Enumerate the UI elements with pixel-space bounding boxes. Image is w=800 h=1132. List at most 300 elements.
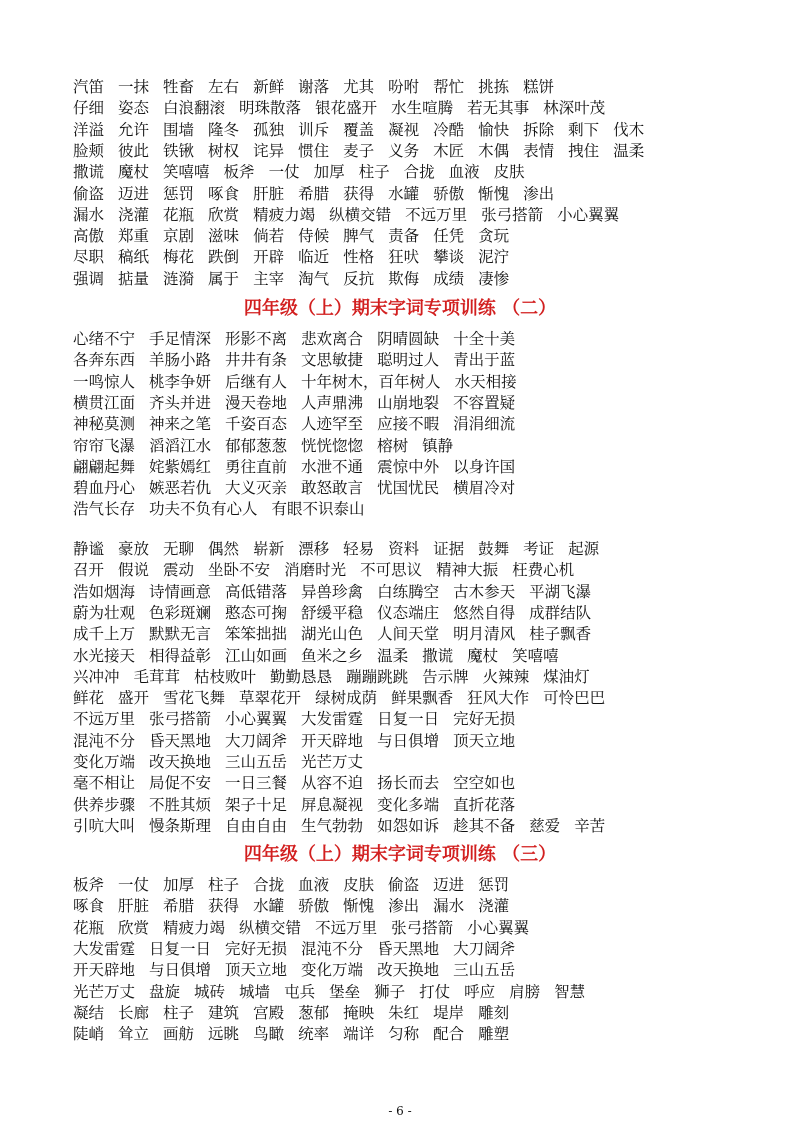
- vocab-word: 啄食: [73, 897, 105, 916]
- vocab-word: 温柔: [613, 141, 645, 160]
- vocab-word: 假说: [118, 561, 150, 580]
- section3-line: [73, 666, 760, 688]
- vocab-word: 默默无言: [149, 625, 212, 644]
- vocab-word: 悲欢离合: [301, 330, 364, 348]
- vocab-word: 攀谈: [433, 248, 465, 267]
- vocab-word: 训斥: [298, 120, 330, 139]
- vocab-word: 改天换地: [149, 753, 212, 771]
- section1-line: [73, 119, 760, 141]
- vocab-word: 诧异: [253, 141, 285, 160]
- vocab-word: 镇静: [422, 436, 454, 455]
- section4-line: [73, 895, 760, 917]
- vocab-word: 羊肠小路: [149, 351, 212, 370]
- vocab-word: 水光接天: [73, 646, 136, 665]
- vocab-word: 希腊: [163, 897, 195, 916]
- vocab-word: 迈进: [433, 876, 465, 894]
- vocab-word: 皮肤: [343, 876, 375, 894]
- vocab-word: 蔚为壮观: [73, 603, 136, 622]
- vocab-word: 辛苦: [574, 816, 606, 835]
- vocab-word: 榕树: [377, 436, 409, 455]
- vocab-word: 井井有条: [225, 351, 288, 370]
- vocab-word: 汽笛: [73, 78, 105, 96]
- vocab-word: 雕刻: [478, 1003, 510, 1022]
- section2-line: [73, 349, 760, 371]
- vocab-word: 跌倒: [208, 248, 240, 267]
- vocab-word: 完好无损: [453, 710, 516, 729]
- vocab-word: 白练腾空: [377, 582, 440, 601]
- vocab-word: 盘旋: [149, 982, 181, 1001]
- vocab-word: 临近: [298, 248, 330, 267]
- vocab-word: 成群结队: [529, 603, 592, 622]
- vocab-word: 一鸣惊人: [73, 372, 136, 391]
- vocab-word: 张弓搭箭: [391, 918, 454, 937]
- vocab-word: 合拢: [253, 876, 285, 894]
- vocab-word: 仪态端庄: [377, 603, 440, 622]
- section3-line: [73, 559, 760, 581]
- section1-line: [73, 161, 760, 183]
- vocab-word: 糕饼: [523, 78, 555, 96]
- vocab-word: 鸟瞰: [253, 1025, 285, 1044]
- vocab-word: 啄食: [208, 184, 240, 203]
- vocab-word: 淘气: [298, 269, 330, 288]
- vocab-word: 引吭大叫: [73, 816, 136, 835]
- vocab-word: 心绪不宁: [73, 330, 136, 348]
- vocab-word: 花瓶: [73, 918, 105, 937]
- section3-line: [73, 815, 760, 837]
- section-heading-2: 四年级（上）期末字词专项训练 （二）: [243, 298, 557, 319]
- vocab-word: 偷盗: [73, 184, 105, 203]
- vocab-word: 平湖飞瀑: [529, 582, 592, 601]
- vocab-word: 起源: [568, 540, 600, 558]
- vocab-word: 雪花飞舞: [163, 689, 226, 708]
- vocab-word: 允许: [118, 120, 150, 139]
- vocab-word: 变化万端: [73, 753, 136, 771]
- vocab-word: 呼应: [464, 982, 496, 1001]
- vocab-word: 桃李争妍: [149, 372, 212, 391]
- vocab-word: 架子十足: [225, 795, 288, 814]
- vocab-word: 撒谎: [422, 646, 454, 665]
- vocab-word: 与日俱增: [377, 731, 440, 750]
- vocab-word: 日复一日: [149, 939, 212, 958]
- vocab-word: 一日三餐: [225, 774, 288, 793]
- vocab-word: 桂子飘香: [529, 625, 592, 644]
- vocab-word: 柱子: [358, 163, 390, 182]
- vocab-word: 勇往直前: [225, 457, 288, 476]
- vocab-word: 肝脏: [118, 897, 150, 916]
- vocab-word: 诗情画意: [149, 582, 212, 601]
- section4-line: [73, 917, 760, 939]
- vocab-word: 成千上万: [73, 625, 136, 644]
- page-number: - 6 -: [388, 1104, 412, 1118]
- vocab-word: 张弓搭箭: [481, 205, 544, 224]
- vocab-word: 愉快: [478, 120, 510, 139]
- vocab-word: 一仗: [118, 876, 150, 894]
- vocab-word: 涓涓细流: [453, 415, 516, 434]
- vocab-word: 惭愧: [478, 184, 510, 203]
- vocab-word: 十年树木，百年树人: [301, 372, 441, 391]
- vocab-word: 仔细: [73, 99, 105, 118]
- vocab-word: 尤其: [343, 78, 375, 96]
- vocab-word: 漏水: [433, 897, 465, 916]
- vocab-word: 混沌不分: [73, 731, 136, 750]
- vocab-word: 震动: [163, 561, 195, 580]
- vocab-word: 掂量: [118, 269, 150, 288]
- vocab-word: 无聊: [163, 540, 195, 558]
- vocab-word: 小心翼翼: [467, 918, 530, 937]
- vocab-word: 笑嘻嘻: [512, 646, 559, 665]
- vocab-word: 不远万里: [315, 918, 378, 937]
- vocab-word: 相得益彰: [149, 646, 212, 665]
- vocab-word: 震惊中外: [377, 457, 440, 476]
- vocab-word: 崭新: [253, 540, 285, 558]
- vocab-word: 小心翼翼: [557, 205, 620, 224]
- vocab-word: 供养步骤: [73, 795, 136, 814]
- vocab-word: 扬长而去: [377, 774, 440, 793]
- vocab-word: 滋味: [208, 227, 240, 246]
- vocab-word: 欣赏: [118, 918, 150, 937]
- section2-line: [73, 392, 760, 414]
- vocab-word: 三山五岳: [225, 753, 288, 771]
- vocab-word: 牲畜: [163, 78, 195, 96]
- vocab-word: 义务: [388, 141, 420, 160]
- vocab-word: 冷酷: [433, 120, 465, 139]
- vocab-word: 横贯江面: [73, 393, 136, 412]
- vocab-word: 慈爱: [529, 816, 561, 835]
- section3-line: [73, 708, 760, 730]
- vocab-word: 获得: [343, 184, 375, 203]
- vocab-word: 十全十美: [453, 330, 516, 348]
- vocab-word: 建筑: [208, 1003, 240, 1022]
- vocab-word: 齐头并进: [149, 393, 212, 412]
- vocab-word: 木偶: [478, 141, 510, 160]
- vocab-word: 豪放: [118, 540, 150, 558]
- vocab-word: 惯住: [298, 141, 330, 160]
- vocab-word: 林深叶茂: [543, 99, 606, 118]
- vocab-word: 可怜巴巴: [543, 689, 606, 708]
- vocab-word: 漏水: [73, 205, 105, 224]
- vocab-word: 鲜花: [73, 689, 105, 708]
- vocab-word: 神秘莫测: [73, 415, 136, 434]
- vocab-word: 顶天立地: [225, 961, 288, 980]
- vocab-word: 性格: [343, 248, 375, 267]
- vocab-word: 混沌不分: [301, 939, 364, 958]
- vocab-word: 柱子: [208, 876, 240, 894]
- vocab-word: 堤岸: [433, 1003, 465, 1022]
- vocab-word: 改天换地: [377, 961, 440, 980]
- vocab-word: 明月清风: [453, 625, 516, 644]
- vocab-word: 应接不暇: [377, 415, 440, 434]
- section1-line: [73, 246, 760, 268]
- section2-line: [73, 477, 760, 499]
- vocab-word: 侍候: [298, 227, 330, 246]
- vocab-word: 鱼米之乡: [301, 646, 364, 665]
- vocab-word: 稿纸: [118, 248, 150, 267]
- vocab-word: 梅花: [163, 248, 195, 267]
- vocab-word: 恍恍惚惚: [301, 436, 364, 455]
- vocab-word: 狂风大作: [467, 689, 530, 708]
- vocab-word: 翩翩起舞: [73, 457, 136, 476]
- section3-line: [73, 602, 760, 624]
- vocab-word: 静谧: [73, 540, 105, 558]
- vocab-word: 纵横交错: [329, 205, 392, 224]
- vocab-word: 主宰: [253, 269, 285, 288]
- vocab-word: 合拢: [403, 163, 435, 182]
- vocab-word: 皮肤: [493, 163, 525, 182]
- vocab-word: 漂移: [298, 540, 330, 558]
- vocab-word: 形影不离: [225, 330, 288, 348]
- vocab-word: 精疲力竭: [253, 205, 316, 224]
- section1-line: [73, 204, 760, 226]
- vocab-word: 堡垒: [329, 982, 361, 1001]
- vocab-word: 表情: [523, 141, 555, 160]
- vocab-word: 枯枝败叶: [194, 667, 257, 686]
- vocab-word: 光芒万丈: [73, 982, 136, 1001]
- vocab-word: 铁锹: [163, 141, 195, 160]
- section3-line: [73, 645, 760, 667]
- section4-line: [73, 874, 760, 896]
- vocab-word: 文思敏捷: [301, 351, 364, 370]
- vocab-word: 帮忙: [433, 78, 465, 96]
- section2-line: [73, 456, 760, 478]
- vocab-word: 大刀阔斧: [225, 731, 288, 750]
- vocab-word: 获得: [208, 897, 240, 916]
- vocab-word: 水罐: [388, 184, 420, 203]
- vocab-word: 大发雷霆: [301, 710, 364, 729]
- vocab-word: 江山如画: [225, 646, 288, 665]
- vocab-word: 局促不安: [149, 774, 212, 793]
- vocab-word: 神来之笔: [149, 415, 212, 434]
- vocab-word: 舒缓平稳: [301, 603, 364, 622]
- vocab-word: 草翠花开: [239, 689, 302, 708]
- vocab-word: 京剧: [163, 227, 195, 246]
- vocab-word: 谢落: [298, 78, 330, 96]
- vocab-word: 昏天黑地: [377, 939, 440, 958]
- vocab-word: 张弓搭箭: [149, 710, 212, 729]
- vocab-word: 以身许国: [453, 457, 516, 476]
- vocab-word: 鼓舞: [478, 540, 510, 558]
- vocab-word: 剩下: [568, 120, 600, 139]
- vocab-word: 鲜果飘香: [391, 689, 454, 708]
- section4-line: [73, 938, 760, 960]
- vocab-word: 涟漪: [163, 269, 195, 288]
- vocab-word: 花瓶: [163, 205, 195, 224]
- vocab-word: 色彩斑斓: [149, 603, 212, 622]
- vocab-word: 不容置疑: [453, 393, 516, 412]
- vocab-word: 后继有人: [225, 372, 288, 391]
- vocab-word: 魔杖: [118, 163, 150, 182]
- vocab-word: 倘若: [253, 227, 285, 246]
- vocab-word: 凄惨: [478, 269, 510, 288]
- vocab-word: 洋溢: [73, 120, 105, 139]
- vocab-word: 浩如烟海: [73, 582, 136, 601]
- section2-line: [73, 371, 760, 393]
- vocab-word: 撒谎: [73, 163, 105, 182]
- vocab-word: 统率: [298, 1025, 330, 1044]
- vocab-word: 滔滔江水: [149, 436, 212, 455]
- vocab-word: 大刀阔斧: [453, 939, 516, 958]
- vocab-word: 魔杖: [467, 646, 499, 665]
- vocab-word: 打仗: [419, 982, 451, 1001]
- vocab-word: 成绩: [433, 269, 465, 288]
- vocab-word: 端详: [343, 1025, 375, 1044]
- vocab-word: 煤油灯: [543, 667, 590, 686]
- vocab-word: 大义灭亲: [225, 479, 288, 498]
- vocab-word: 智慧: [554, 982, 586, 1001]
- vocab-word: 功夫不负有心人: [149, 500, 258, 519]
- vocab-word: 匀称: [388, 1025, 420, 1044]
- vocab-word: 毛茸茸: [133, 667, 181, 686]
- section1-line: [73, 76, 760, 98]
- vocab-word: 精疲力竭: [163, 918, 226, 937]
- vocab-word: 责备: [388, 227, 420, 246]
- section2-line: [73, 328, 760, 350]
- vocab-word: 惩罚: [163, 184, 195, 203]
- vocab-word: 毫不相让: [73, 774, 136, 793]
- vocab-word: 惩罚: [478, 876, 510, 894]
- vocab-word: 迈进: [118, 184, 150, 203]
- vocab-word: 人声鼎沸: [301, 393, 364, 412]
- vocab-word: 雕塑: [478, 1025, 510, 1044]
- vocab-word: 葱郁: [298, 1003, 330, 1022]
- vocab-word: 高低错落: [225, 582, 288, 601]
- vocab-word: 憨态可掬: [225, 603, 288, 622]
- vocab-word: 湖光山色: [301, 625, 364, 644]
- vocab-word: 开辟: [253, 248, 285, 267]
- vocab-word: 浇灌: [118, 205, 150, 224]
- vocab-word: 左右: [208, 78, 240, 96]
- vocab-word: 画舫: [163, 1025, 195, 1044]
- vocab-word: 血液: [298, 876, 330, 894]
- vocab-word: 狮子: [374, 982, 406, 1001]
- vocab-word: 麦子: [343, 141, 375, 160]
- vocab-word: 水天相接: [454, 372, 517, 391]
- vocab-word: 消磨时光: [284, 561, 347, 580]
- section2-line: [73, 498, 760, 520]
- section1-line: [73, 97, 760, 119]
- vocab-word: 忧国忧民: [377, 479, 440, 498]
- vocab-word: 加厚: [313, 163, 345, 182]
- vocab-word: 从容不迫: [301, 774, 364, 793]
- vocab-word: 盛开: [118, 689, 150, 708]
- vocab-word: 郁郁葱葱: [225, 436, 288, 455]
- vocab-word: 空空如也: [453, 774, 516, 793]
- vocab-word: 千姿百态: [225, 415, 288, 434]
- vocab-word: 趁其不备: [453, 816, 516, 835]
- vocab-word: 光芒万丈: [301, 753, 364, 771]
- vocab-word: 偷盗: [388, 876, 420, 894]
- vocab-word: 配合: [433, 1025, 465, 1044]
- vocab-word: 变化万端: [301, 961, 364, 980]
- vocab-word: 凝结: [73, 1003, 105, 1022]
- vocab-word: 板斧: [223, 163, 255, 182]
- vocab-word: 城砖: [194, 982, 226, 1001]
- vocab-word: 拽住: [568, 141, 600, 160]
- vocab-word: 血液: [448, 163, 480, 182]
- vocab-word: 阴晴圆缺: [377, 330, 440, 348]
- section3-line: [73, 538, 760, 560]
- vocab-word: 欺侮: [388, 269, 420, 288]
- vocab-word: 明珠散落: [239, 99, 302, 118]
- vocab-word: 浩气长存: [73, 500, 136, 519]
- vocab-word: 漫天卷地: [225, 393, 288, 412]
- vocab-word: 古木参天: [453, 582, 516, 601]
- vocab-word: 资料: [388, 540, 420, 558]
- vocab-word: 浇灌: [478, 897, 510, 916]
- vocab-word: 兴冲冲: [73, 667, 120, 686]
- vocab-word: 绿树成荫: [315, 689, 378, 708]
- vocab-word: 陡峭: [73, 1025, 105, 1044]
- vocab-word: 姿态: [118, 99, 150, 118]
- vocab-word: 希腊: [298, 184, 330, 203]
- vocab-word: 郑重: [118, 227, 150, 246]
- vocab-word: 肩膀: [509, 982, 541, 1001]
- section1-line: [73, 183, 760, 205]
- vocab-word: 覆盖: [343, 120, 375, 139]
- vocab-word: 长廊: [118, 1003, 150, 1022]
- vocab-word: 狂吠: [388, 248, 420, 267]
- vocab-word: 昏天黑地: [149, 731, 212, 750]
- vocab-word: 敢怒敢言: [301, 479, 364, 498]
- vocab-word: 一抹: [118, 78, 150, 96]
- vocab-word: 自由自由: [225, 816, 288, 835]
- vocab-word: 反抗: [343, 269, 375, 288]
- section3-line: [73, 581, 760, 603]
- vocab-word: 纵横交错: [239, 918, 302, 937]
- vocab-word: 变化多端: [377, 795, 440, 814]
- vocab-word: 渗出: [388, 897, 420, 916]
- vocab-word: 贪玩: [478, 227, 510, 246]
- vocab-word: 嫉恶若仇: [149, 479, 212, 498]
- vocab-word: 城墙: [239, 982, 271, 1001]
- vocab-word: 帘帘飞瀑: [73, 436, 136, 455]
- vocab-word: 各奔东西: [73, 351, 136, 370]
- vocab-word: 新鲜: [253, 78, 285, 96]
- vocab-word: 横眉冷对: [453, 479, 516, 498]
- vocab-word: 木匠: [433, 141, 465, 160]
- vocab-word: 宫殿: [253, 1003, 285, 1022]
- vocab-word: 强调: [73, 269, 105, 288]
- vocab-word: 山崩地裂: [377, 393, 440, 412]
- vocab-word: 伐木: [613, 120, 645, 139]
- vocab-word: 温柔: [377, 646, 409, 665]
- vocab-word: 掩映: [343, 1003, 375, 1022]
- section3-line: [73, 751, 760, 773]
- vocab-word: 不远万里: [405, 205, 468, 224]
- vocab-word: 耸立: [118, 1025, 150, 1044]
- vocab-word: 轻易: [343, 540, 375, 558]
- vocab-word: 水泄不通: [301, 457, 364, 476]
- vocab-word: 远眺: [208, 1025, 240, 1044]
- vocab-word: 慢条斯理: [149, 816, 212, 835]
- vocab-word: 证据: [433, 540, 465, 558]
- section4-line: [73, 959, 760, 981]
- vocab-word: 开天辟地: [301, 731, 364, 750]
- vocab-word: 屏息凝视: [301, 795, 364, 814]
- vocab-word: 开天辟地: [73, 961, 136, 980]
- vocab-word: 如怨如诉: [377, 816, 440, 835]
- vocab-word: 挑拣: [478, 78, 510, 96]
- vocab-word: 围墙: [163, 120, 195, 139]
- vocab-word: 凝视: [388, 120, 420, 139]
- vocab-word: 吩咐: [388, 78, 420, 96]
- vocab-word: 手足情深: [149, 330, 212, 348]
- section1-line: [73, 225, 760, 247]
- vocab-word: 彼此: [118, 141, 150, 160]
- vocab-word: 偶然: [208, 540, 240, 558]
- vocab-word: 隆冬: [208, 120, 240, 139]
- section1-line: [73, 140, 760, 162]
- vocab-word: 蹦蹦跳跳: [346, 667, 409, 686]
